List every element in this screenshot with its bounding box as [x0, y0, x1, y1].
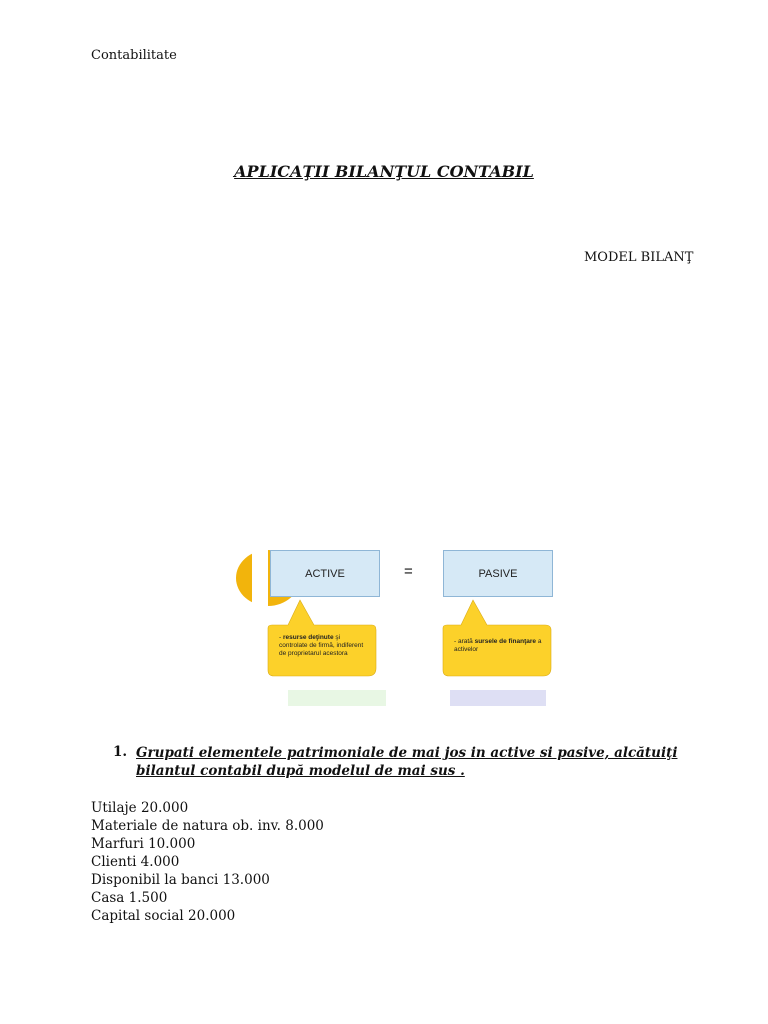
equals-sign: =: [404, 563, 413, 580]
active-callout-text: - resurse deţinute şi controlate de firmă, indiferent de proprietarul acestora: [279, 634, 364, 658]
pasive-box: PASIVE: [443, 550, 553, 597]
active-total-strip: [288, 690, 386, 706]
active-box: ACTIVE: [270, 550, 380, 597]
list-item: Disponibil la banci 13.000: [91, 872, 270, 888]
header-label: Contabilitate: [91, 48, 177, 63]
list-item: Casa 1.500: [91, 890, 168, 906]
task-number: 1.: [113, 744, 128, 760]
model-label: MODEL BILANŢ: [584, 250, 694, 265]
document-title: APLICAŢII BILANŢUL CONTABIL: [234, 162, 534, 181]
balance-sheet-diagram: [232, 538, 567, 710]
list-item: Materiale de natura ob. inv. 8.000: [91, 818, 324, 834]
pasive-callout-text: - arată sursele de finanţare a activelor: [454, 638, 542, 654]
pasive-total-strip: [450, 690, 546, 706]
list-item: Utilaje 20.000: [91, 800, 189, 816]
list-item: Clienti 4.000: [91, 854, 180, 870]
list-item: Marfuri 10.000: [91, 836, 196, 852]
asset-list: [91, 799, 324, 925]
list-item: Capital social 20.000: [91, 908, 236, 924]
task-instruction: Grupati elementele patrimoniale de mai jos in active si pasive, alcătuiţi bilantul contabil după modelul de mai sus .: [136, 745, 678, 779]
